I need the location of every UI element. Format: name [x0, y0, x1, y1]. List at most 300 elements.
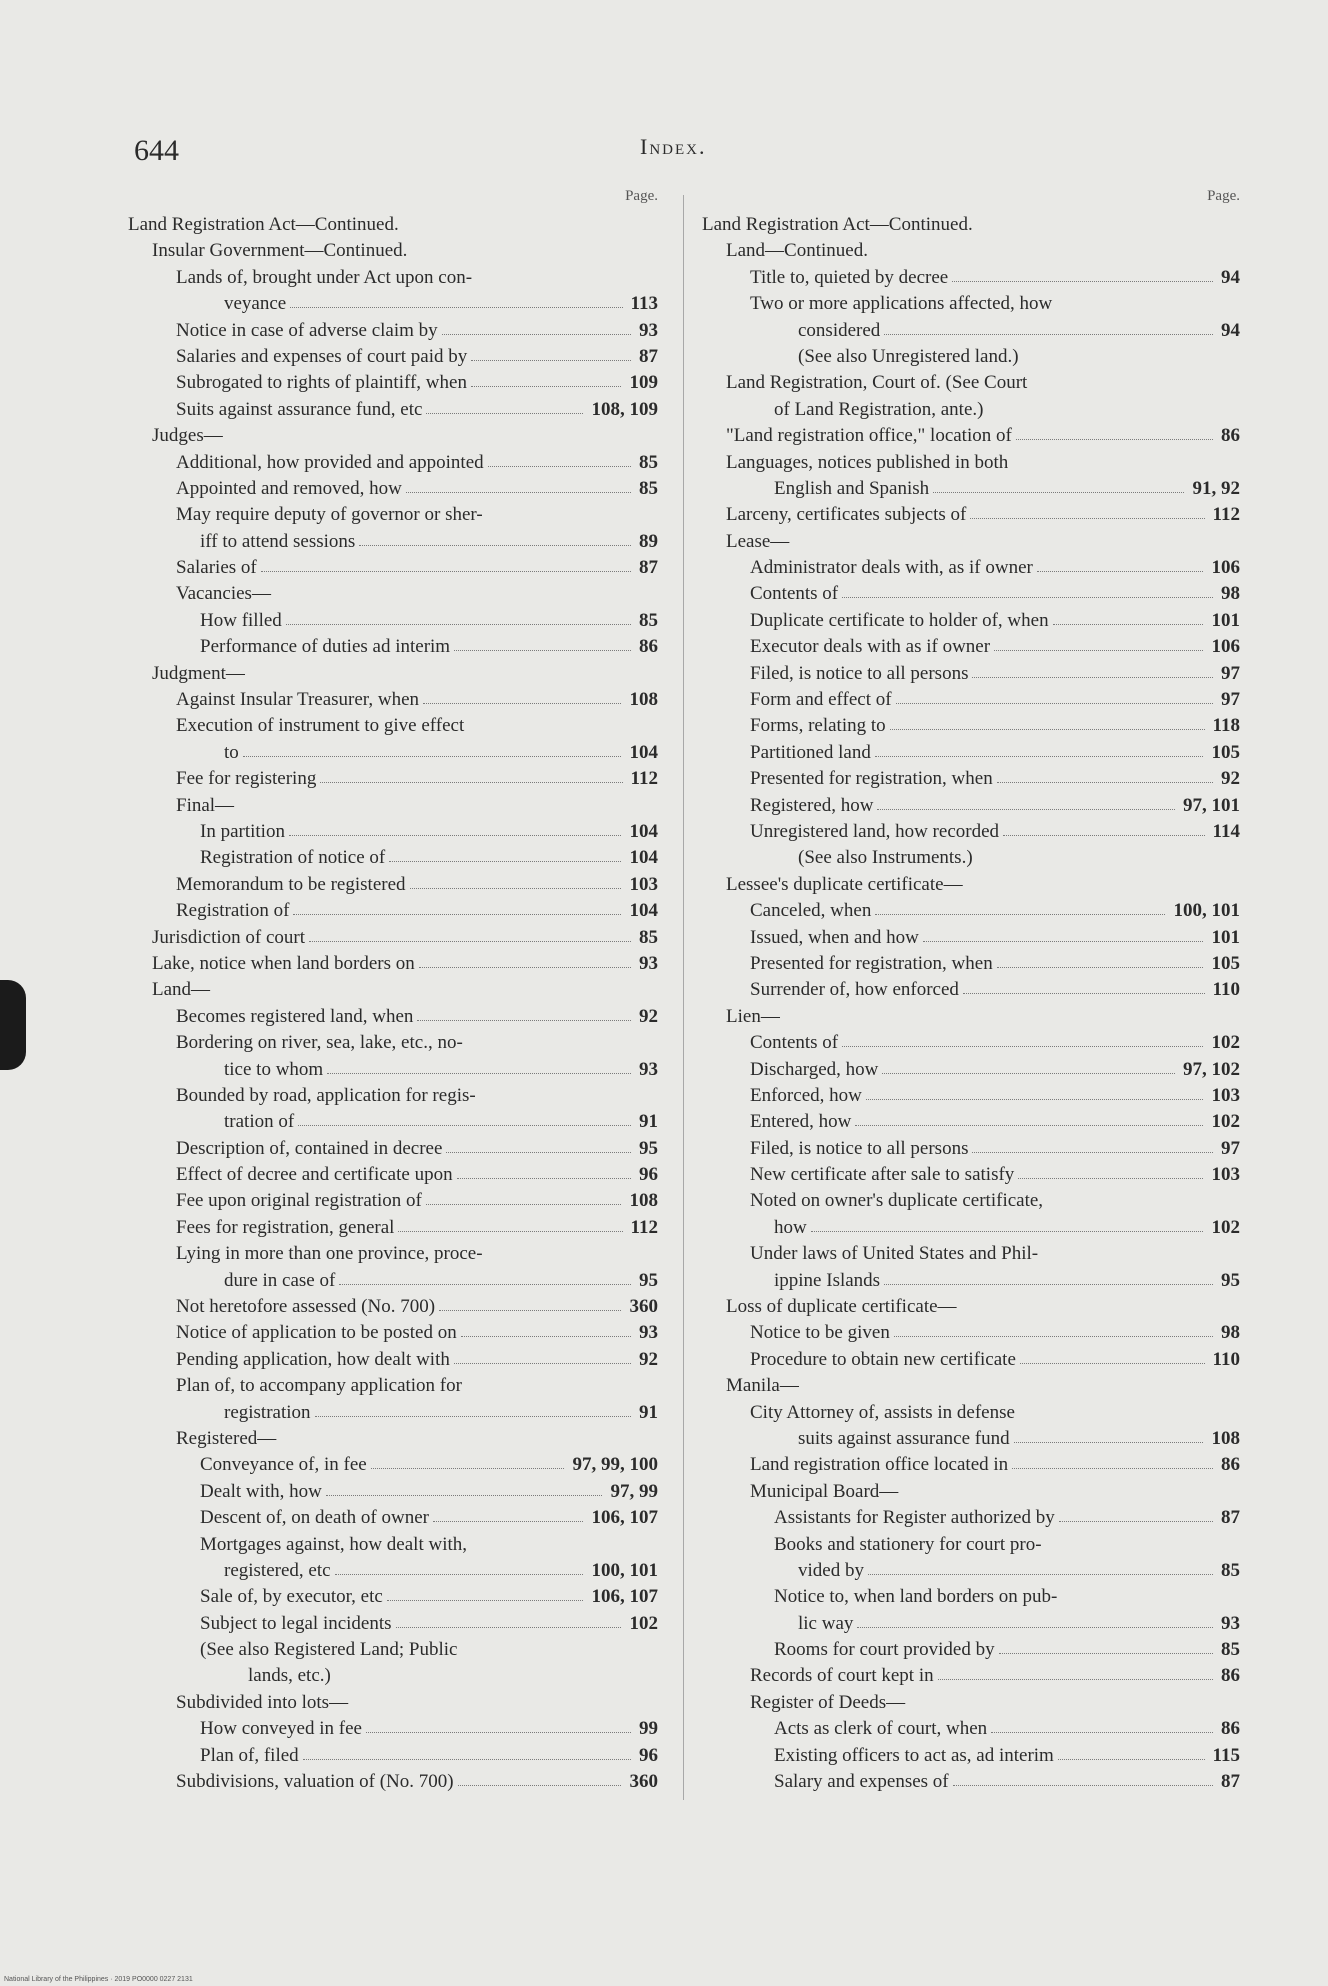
- page-reference: 104: [629, 900, 658, 922]
- dot-leader: [896, 703, 1213, 704]
- entry-text: Salaries and expenses of court paid by: [176, 345, 468, 367]
- index-entry: [702, 1215, 1240, 1241]
- index-entry: [128, 581, 658, 607]
- index-entry: [128, 1558, 658, 1584]
- page-reference: 118: [1212, 715, 1240, 737]
- entry-text: dure in case of: [224, 1269, 336, 1291]
- entry-text: Dealt with, how: [200, 1480, 322, 1502]
- entry-text: Conveyance of, in fee: [200, 1454, 367, 1476]
- index-entry: [128, 687, 658, 713]
- entry-text: registration: [224, 1401, 311, 1423]
- index-entry: [702, 1479, 1240, 1505]
- page-reference: 103: [629, 873, 658, 895]
- dot-leader: [1003, 835, 1205, 836]
- page-reference: 360: [629, 1296, 658, 1318]
- index-entry: [128, 740, 658, 766]
- entry-text: Salaries of: [176, 557, 257, 579]
- page-reference: 95: [639, 1269, 658, 1291]
- dot-leader: [298, 1125, 631, 1126]
- entry-text: City Attorney of, assists in defense: [750, 1401, 1015, 1423]
- entry-text: of Land Registration, ante.): [774, 398, 984, 420]
- page-reference: 105: [1211, 741, 1240, 763]
- index-entry: [128, 1479, 658, 1505]
- entry-text: Filed, is notice to all persons: [750, 1137, 969, 1159]
- index-entry: [702, 238, 1240, 264]
- index-entry: [702, 1663, 1240, 1689]
- page-reference: 97: [1221, 1137, 1240, 1159]
- dot-leader: [882, 1073, 1175, 1074]
- page-reference: 85: [1221, 1639, 1240, 1661]
- index-entry: [702, 1320, 1240, 1346]
- index-entry: [128, 502, 658, 528]
- entry-text: Subdivisions, valuation of (No. 700): [176, 1771, 454, 1793]
- page-reference: 106: [1211, 557, 1240, 579]
- index-entry: [128, 1347, 658, 1373]
- index-entry: [702, 819, 1240, 845]
- dot-leader: [303, 1759, 631, 1760]
- index-entry: [702, 1083, 1240, 1109]
- index-entry: [702, 713, 1240, 739]
- entry-text: Registration of: [176, 900, 290, 922]
- dot-leader: [398, 1231, 623, 1232]
- dot-leader: [293, 914, 621, 915]
- page-reference: 105: [1211, 952, 1240, 974]
- dot-leader: [309, 941, 631, 942]
- dot-leader: [963, 993, 1205, 994]
- dot-leader: [875, 756, 1203, 757]
- index-entry: [128, 951, 658, 977]
- index-entry: [128, 1690, 658, 1716]
- entry-text: Books and stationery for court pro-: [774, 1533, 1042, 1555]
- page-reference: 92: [1221, 768, 1240, 790]
- entry-text: Acts as clerk of court, when: [774, 1718, 988, 1740]
- entry-text: Judgment—: [152, 662, 245, 684]
- page-reference: 108: [629, 1190, 658, 1212]
- dot-leader: [970, 518, 1205, 519]
- index-entry: [702, 793, 1240, 819]
- dot-leader: [426, 413, 583, 414]
- entry-text: Subject to legal incidents: [200, 1612, 392, 1634]
- entry-text: Form and effect of: [750, 689, 892, 711]
- index-entry: [702, 1136, 1240, 1162]
- entry-text: Land Registration Act—Continued.: [702, 214, 973, 235]
- dot-leader: [261, 571, 631, 572]
- dot-leader: [999, 1653, 1213, 1654]
- entry-text: Canceled, when: [750, 900, 872, 922]
- page-reference: 98: [1221, 1322, 1240, 1344]
- entry-text: Enforced, how: [750, 1084, 862, 1106]
- index-entry: [702, 423, 1240, 449]
- entry-text: tice to whom: [224, 1058, 324, 1080]
- index-entry: [128, 1109, 658, 1135]
- index-entry: [702, 1611, 1240, 1637]
- entry-text: Notice in case of adverse claim by: [176, 319, 438, 341]
- dot-leader: [433, 1521, 583, 1522]
- entry-text: Lien—: [726, 1005, 780, 1027]
- entry-text: English and Spanish: [774, 477, 930, 499]
- index-entry: [128, 661, 658, 687]
- page-reference: 115: [1212, 1744, 1240, 1766]
- index-entry: [702, 291, 1240, 317]
- index-entry: [128, 1215, 658, 1241]
- index-entry: [702, 1690, 1240, 1716]
- entry-text: Additional, how provided and appointed: [176, 451, 484, 473]
- entry-text: Registered, how: [750, 794, 874, 816]
- dot-leader: [335, 1574, 583, 1575]
- index-entry: [128, 1505, 658, 1531]
- index-entry: [702, 766, 1240, 792]
- entry-text: Loss of duplicate certificate—: [726, 1296, 957, 1318]
- dot-leader: [997, 782, 1213, 783]
- entry-text: Mortgages against, how dealt with,: [200, 1533, 468, 1555]
- index-entry: [702, 212, 1240, 238]
- dot-leader: [1037, 571, 1203, 572]
- entry-text: Assistants for Register authorized by: [774, 1507, 1055, 1529]
- dot-leader: [1018, 1178, 1203, 1179]
- entry-text: Manila—: [726, 1375, 799, 1397]
- page-reference: 110: [1212, 1348, 1240, 1370]
- entry-text: Plan of, to accompany application for: [176, 1375, 462, 1397]
- page-reference: 85: [639, 926, 658, 948]
- entry-text: to: [224, 741, 239, 763]
- index-entry: [128, 238, 658, 264]
- dot-leader: [339, 1284, 631, 1285]
- dot-leader: [933, 492, 1184, 493]
- entry-text: veyance: [224, 293, 287, 315]
- page-reference: 104: [629, 820, 658, 842]
- page-reference: 112: [1212, 504, 1240, 526]
- page-reference: 94: [1221, 266, 1240, 288]
- index-entry: [128, 1373, 658, 1399]
- index-entry: [702, 1558, 1240, 1584]
- entry-text: Title to, quieted by decree: [750, 266, 949, 288]
- dot-leader: [315, 1416, 631, 1417]
- entry-text: Suits against assurance fund, etc: [176, 398, 423, 420]
- entry-text: Fee for registering: [176, 768, 317, 790]
- dot-leader: [877, 809, 1175, 810]
- page-reference: 101: [1211, 926, 1240, 948]
- dot-leader: [1053, 624, 1203, 625]
- page-reference: 100, 101: [1173, 900, 1240, 922]
- dot-leader: [884, 1284, 1213, 1285]
- dot-leader: [406, 492, 631, 493]
- page-reference: 85: [639, 451, 658, 473]
- dot-leader: [457, 1178, 631, 1179]
- dot-leader: [811, 1231, 1203, 1232]
- index-entry: [128, 1057, 658, 1083]
- entry-text: (See also Unregistered land.): [798, 345, 1019, 367]
- index-entry: [702, 951, 1240, 977]
- page-reference: 96: [639, 1744, 658, 1766]
- index-entry: [702, 661, 1240, 687]
- index-entry: [702, 925, 1240, 951]
- page-reference: 103: [1211, 1164, 1240, 1186]
- page-reference: 108: [1211, 1427, 1240, 1449]
- index-entry: [702, 581, 1240, 607]
- page-reference: 101: [1211, 609, 1240, 631]
- dot-leader: [426, 1204, 621, 1205]
- page-reference: 114: [1212, 820, 1240, 842]
- entry-text: Performance of duties ad interim: [200, 636, 451, 658]
- dot-leader: [290, 307, 623, 308]
- index-entry: [702, 1716, 1240, 1742]
- dot-leader: [396, 1627, 621, 1628]
- page-reference: 86: [1221, 425, 1240, 447]
- page-reference: 85: [1221, 1559, 1240, 1581]
- page-reference: 108: [629, 689, 658, 711]
- dot-leader: [972, 677, 1213, 678]
- index-entry: [128, 344, 658, 370]
- index-entry: [702, 845, 1240, 871]
- page-reference: 100, 101: [591, 1559, 658, 1581]
- entry-text: Partitioned land: [750, 741, 871, 763]
- scan-edge-shadow: [0, 980, 26, 1070]
- dot-leader: [1020, 1363, 1205, 1364]
- page-reference: 112: [630, 1216, 658, 1238]
- index-entry: [702, 344, 1240, 370]
- index-entry: [702, 1057, 1240, 1083]
- page-reference: 89: [639, 530, 658, 552]
- index-entry: [702, 1030, 1240, 1056]
- entry-text: iff to attend sessions: [200, 530, 356, 552]
- dot-leader: [938, 1679, 1213, 1680]
- dot-leader: [371, 1468, 564, 1469]
- entry-text: Register of Deeds—: [750, 1691, 906, 1713]
- entry-text: Registration of notice of: [200, 847, 386, 869]
- scan-credit: National Library of the Philippines · 2019 PO0000 0227 2131: [4, 1976, 193, 1983]
- entry-text: Lease—: [726, 530, 790, 552]
- dot-leader: [458, 1785, 621, 1786]
- dot-leader: [866, 1099, 1203, 1100]
- entry-text: Municipal Board—: [750, 1480, 899, 1502]
- index-entry: [702, 1637, 1240, 1663]
- page-reference: 87: [1221, 1507, 1240, 1529]
- page-reference: 93: [639, 1058, 658, 1080]
- index-entry: [128, 423, 658, 449]
- index-entry: [128, 1004, 658, 1030]
- entry-text: Contents of: [750, 583, 839, 605]
- index-entry: [128, 1716, 658, 1742]
- index-entry: [128, 1584, 658, 1610]
- index-entry: [128, 555, 658, 581]
- entry-text: New certificate after sale to satisfy: [750, 1164, 1015, 1186]
- index-entry: [128, 529, 658, 555]
- dot-leader: [972, 1152, 1213, 1153]
- entry-text: Against Insular Treasurer, when: [176, 689, 420, 711]
- index-entry: [702, 898, 1240, 924]
- index-entry: [702, 1452, 1240, 1478]
- entry-text: Executor deals with as if owner: [750, 636, 991, 658]
- entry-text: Duplicate certificate to holder of, when: [750, 609, 1049, 631]
- index-entry: [128, 1320, 658, 1346]
- dot-leader: [442, 334, 631, 335]
- page-reference: 104: [629, 741, 658, 763]
- index-entry: [702, 450, 1240, 476]
- entry-text: How filled: [200, 609, 282, 631]
- index-entry: [702, 1373, 1240, 1399]
- page-reference: 102: [629, 1612, 658, 1634]
- page-reference: 106, 107: [591, 1586, 658, 1608]
- entry-text: Notice to be given: [750, 1322, 890, 1344]
- page-reference: 97, 102: [1183, 1058, 1240, 1080]
- dot-leader: [439, 1310, 621, 1311]
- dot-leader: [1014, 1442, 1203, 1443]
- entry-text: Fee upon original registration of: [176, 1190, 422, 1212]
- index-entry: [128, 1136, 658, 1162]
- index-entry: [702, 1162, 1240, 1188]
- entry-text: Existing officers to act as, ad interim: [774, 1744, 1054, 1766]
- entry-text: vided by: [798, 1559, 864, 1581]
- entry-text: Sale of, by executor, etc: [200, 1586, 383, 1608]
- dot-leader: [991, 1732, 1213, 1733]
- entry-text: Jurisdiction of court: [152, 926, 306, 948]
- entry-text: Procedure to obtain new certificate: [750, 1348, 1016, 1370]
- page-reference: 102: [1211, 1216, 1240, 1238]
- entry-text: Final—: [176, 794, 235, 816]
- index-entry: [128, 265, 658, 291]
- page-reference: 92: [639, 1348, 658, 1370]
- index-entry: [128, 898, 658, 924]
- page-reference: 102: [1211, 1032, 1240, 1054]
- entry-text: "Land registration office," location of: [726, 425, 1012, 447]
- index-entry: [128, 1663, 658, 1689]
- page-reference: 102: [1211, 1111, 1240, 1133]
- dot-leader: [842, 1046, 1203, 1047]
- page-reference: 87: [639, 345, 658, 367]
- dot-leader: [243, 756, 621, 757]
- index-entry: [702, 608, 1240, 634]
- entry-text: Judges—: [152, 425, 223, 447]
- page-reference: 112: [630, 768, 658, 790]
- index-entry: [128, 1743, 658, 1769]
- dot-leader: [894, 1336, 1213, 1337]
- page-column-label: Page.: [625, 188, 658, 204]
- page-reference: 92: [639, 1005, 658, 1027]
- index-entry: [128, 766, 658, 792]
- entry-text: Subdivided into lots—: [176, 1691, 349, 1713]
- index-entry: [702, 502, 1240, 528]
- index-entry: [128, 1188, 658, 1214]
- page-number: 644: [134, 134, 179, 167]
- page-reference: 86: [639, 636, 658, 658]
- page-reference: 99: [639, 1718, 658, 1740]
- index-entry: [128, 1400, 658, 1426]
- index-entry: [128, 212, 658, 238]
- page-reference: 96: [639, 1164, 658, 1186]
- dot-leader: [842, 597, 1213, 598]
- index-entry: [702, 529, 1240, 555]
- index-entry: [128, 634, 658, 660]
- index-entry: [128, 608, 658, 634]
- entry-text: Execution of instrument to give effect: [176, 715, 465, 737]
- dot-leader: [423, 703, 621, 704]
- index-entry: [128, 713, 658, 739]
- dot-leader: [471, 360, 631, 361]
- entry-text: Fees for registration, general: [176, 1216, 395, 1238]
- entry-text: Memorandum to be registered: [176, 873, 406, 895]
- entry-text: lands, etc.): [248, 1665, 331, 1687]
- dot-leader: [857, 1627, 1213, 1628]
- page-reference: 86: [1221, 1665, 1240, 1687]
- entry-text: Discharged, how: [750, 1058, 879, 1080]
- index-entry: [128, 1769, 658, 1795]
- entry-text: Surrender of, how enforced: [750, 979, 959, 1001]
- index-entry: [128, 845, 658, 871]
- index-entry: [128, 1426, 658, 1452]
- index-entry: [128, 1268, 658, 1294]
- entry-text: Filed, is notice to all persons: [750, 662, 969, 684]
- page-reference: 98: [1221, 583, 1240, 605]
- entry-text: Presented for registration, when: [750, 768, 993, 790]
- dot-leader: [884, 334, 1213, 335]
- dot-leader: [454, 650, 631, 651]
- entry-text: Vacancies—: [176, 583, 271, 605]
- entry-text: Noted on owner's duplicate certificate,: [750, 1190, 1044, 1212]
- dot-leader: [923, 941, 1203, 942]
- entry-text: In partition: [200, 820, 285, 842]
- right-entry-list: [702, 212, 1240, 1795]
- index-entry: [128, 450, 658, 476]
- index-entry: [702, 1004, 1240, 1030]
- entry-text: Land Registration, Court of. (See Court: [726, 372, 1028, 394]
- entry-text: How conveyed in fee: [200, 1718, 362, 1740]
- page-reference: 91, 92: [1192, 477, 1240, 499]
- left-entry-list: [128, 212, 658, 1795]
- dot-leader: [389, 861, 621, 862]
- index-entry: [702, 1109, 1240, 1135]
- entry-text: Presented for registration, when: [750, 952, 993, 974]
- index-entry: [702, 476, 1240, 502]
- dot-leader: [488, 466, 631, 467]
- page-reference: 91: [639, 1401, 658, 1423]
- index-entry: [702, 397, 1240, 423]
- index-entry: [128, 370, 658, 396]
- page-reference: 95: [639, 1137, 658, 1159]
- dot-leader: [952, 281, 1213, 282]
- index-entry: [128, 1637, 658, 1663]
- page-reference: 87: [1221, 1771, 1240, 1793]
- dot-leader: [320, 782, 623, 783]
- index-entry: [702, 318, 1240, 344]
- page-reference: 86: [1221, 1718, 1240, 1740]
- index-entry: [702, 977, 1240, 1003]
- index-entry: [702, 872, 1240, 898]
- dot-leader: [286, 624, 631, 625]
- entry-text: registered, etc: [224, 1559, 331, 1581]
- entry-text: ippine Islands: [774, 1269, 881, 1291]
- dot-leader: [446, 1152, 631, 1153]
- index-entry: [702, 634, 1240, 660]
- page-reference: 106, 107: [591, 1507, 658, 1529]
- dot-leader: [953, 1785, 1213, 1786]
- index-entry: [702, 1505, 1240, 1531]
- entry-text: Unregistered land, how recorded: [750, 820, 1000, 842]
- dot-leader: [1016, 439, 1213, 440]
- index-entry: [128, 1030, 658, 1056]
- dot-leader: [289, 835, 621, 836]
- dot-leader: [890, 729, 1205, 730]
- page-reference: 106: [1211, 636, 1240, 658]
- index-entry: [128, 977, 658, 1003]
- entry-text: Registered—: [176, 1427, 277, 1449]
- page-reference: 110: [1212, 979, 1240, 1001]
- index-entry: [702, 1347, 1240, 1373]
- index-entry: [128, 1452, 658, 1478]
- index-entry: [702, 740, 1240, 766]
- entry-text: Issued, when and how: [750, 926, 919, 948]
- entry-text: Becomes registered land, when: [176, 1005, 414, 1027]
- index-entry: [702, 555, 1240, 581]
